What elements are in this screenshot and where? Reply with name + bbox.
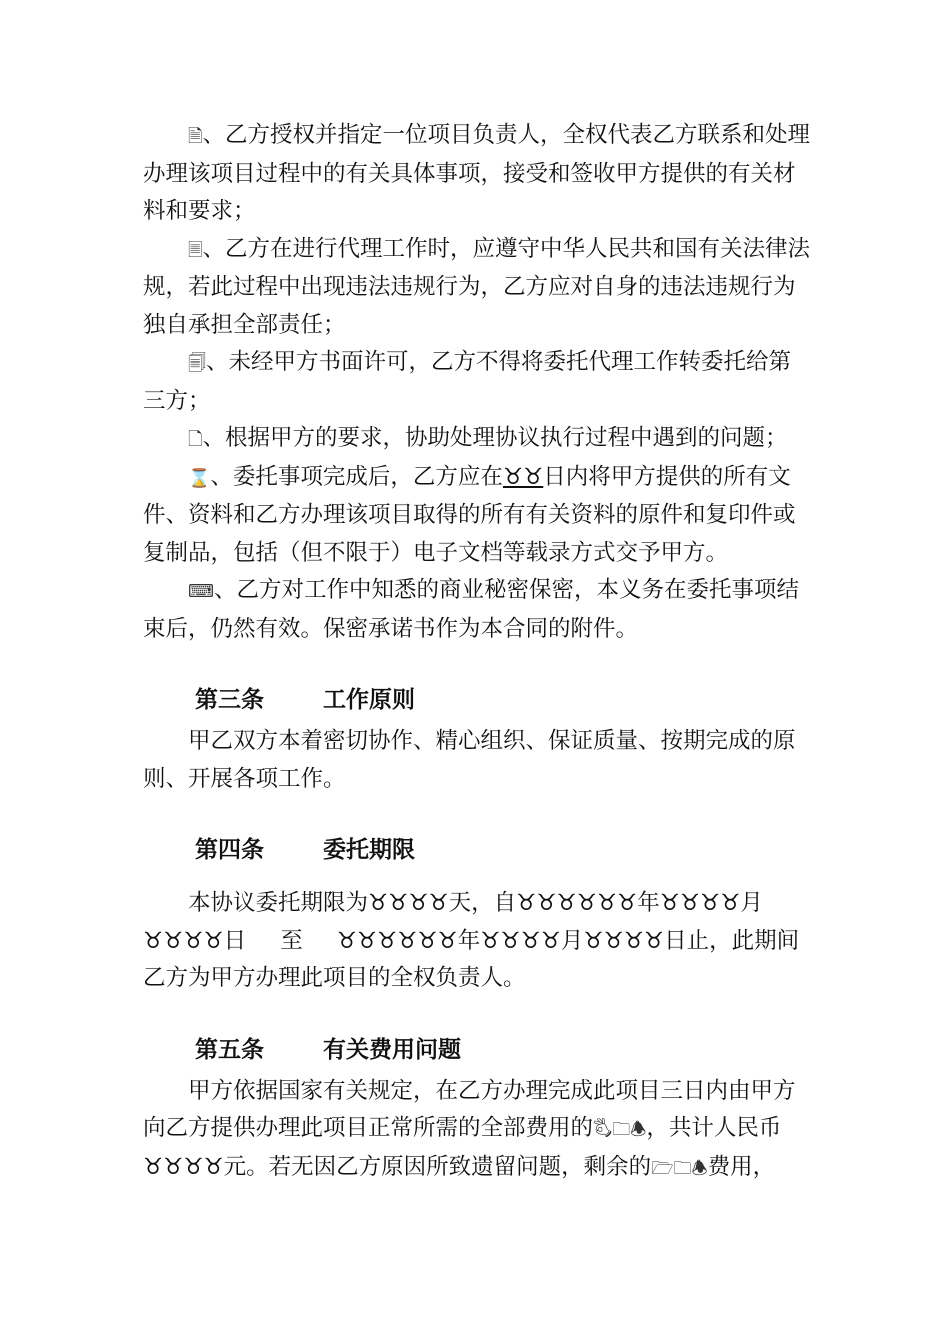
hourglass-icon: ⌛ — [188, 467, 211, 489]
symbol-mark: 🗁🗀🕭 — [651, 1157, 708, 1179]
article-4-body: 本协议委托期限为♉♉♉♉天，自♉♉♉♉♉♉年♉♉♉♉月♉♉♉♉日 至 ♉♉♉♉♉♉年♉♉♉♉月♉♉♉♉日止，此期间乙方为甲方办理此项目的全权负责人。 — [143, 890, 800, 991]
keyboard-icon: ⌨ — [188, 581, 214, 602]
clause-1: 🗎、乙方授权并指定一位项目负责人，全权代表乙方联系和处理办理该项目过程中的有关具体事项，接受和签收甲方提供的有关材料和要求； — [143, 122, 810, 224]
document-body — [143, 117, 813, 1187]
clause-2: 🗏、乙方在进行代理工作时，应遵守中华人民共和国有关法律法规，若此过程中出现违法违规行为，乙方应对自身的违法违规行为独自承担全部责任； — [143, 235, 810, 338]
page-icon: 🗏 — [188, 239, 203, 261]
document-icon: 🗎 — [188, 126, 203, 147]
clause-3: 🗐、未经甲方书面许可，乙方不得将委托代理工作转委托给第三方； — [143, 349, 791, 414]
article-3-heading: 第三条 工作原则 — [195, 687, 415, 713]
empty-page-icon: 🗋 — [188, 429, 203, 450]
clause-5: ⌛、委托事项完成后，乙方应在♉♉日内将甲方提供的所有文件、资料和乙方办理该项目取得的所有有关资料的原件和复印件或复制品，包括（但不限于）电子文档等载录方式交予甲方。 — [143, 463, 796, 566]
article-3-body: 甲乙双方本着密切协作、精心组织、保证质量、按期完成的原则、开展各项工作。 — [143, 728, 796, 792]
article-5-heading: 第五条 有关费用问题 — [195, 1036, 461, 1063]
clause-6: ⌨、乙方对工作中知悉的商业秘密保密，本义务在委托事项结束后，仍然有效。保密承诺书作为本合同的附件。 — [143, 577, 799, 642]
days-blank: ♉♉ — [502, 463, 544, 490]
article-4-heading: 第四条 委托期限 — [195, 837, 415, 863]
pages-icon: 🗐 — [188, 353, 206, 374]
clause-4: 🗋、根据甲方的要求，协助处理协议执行过程中遇到的问题； — [188, 425, 788, 451]
symbol-mark: 🖏🗀🕭 — [593, 1119, 647, 1140]
article-5-body: 甲方依据国家有关规定，在乙方办理完成此项目三日内由甲方向乙方提供办理此项目正常所需的全部费用的🖏🗀🕭，共计人民币♉♉♉♉元。若无因乙方原因所致遗留问题，剩余的🗁🗀🕭费用， — [143, 1077, 796, 1180]
